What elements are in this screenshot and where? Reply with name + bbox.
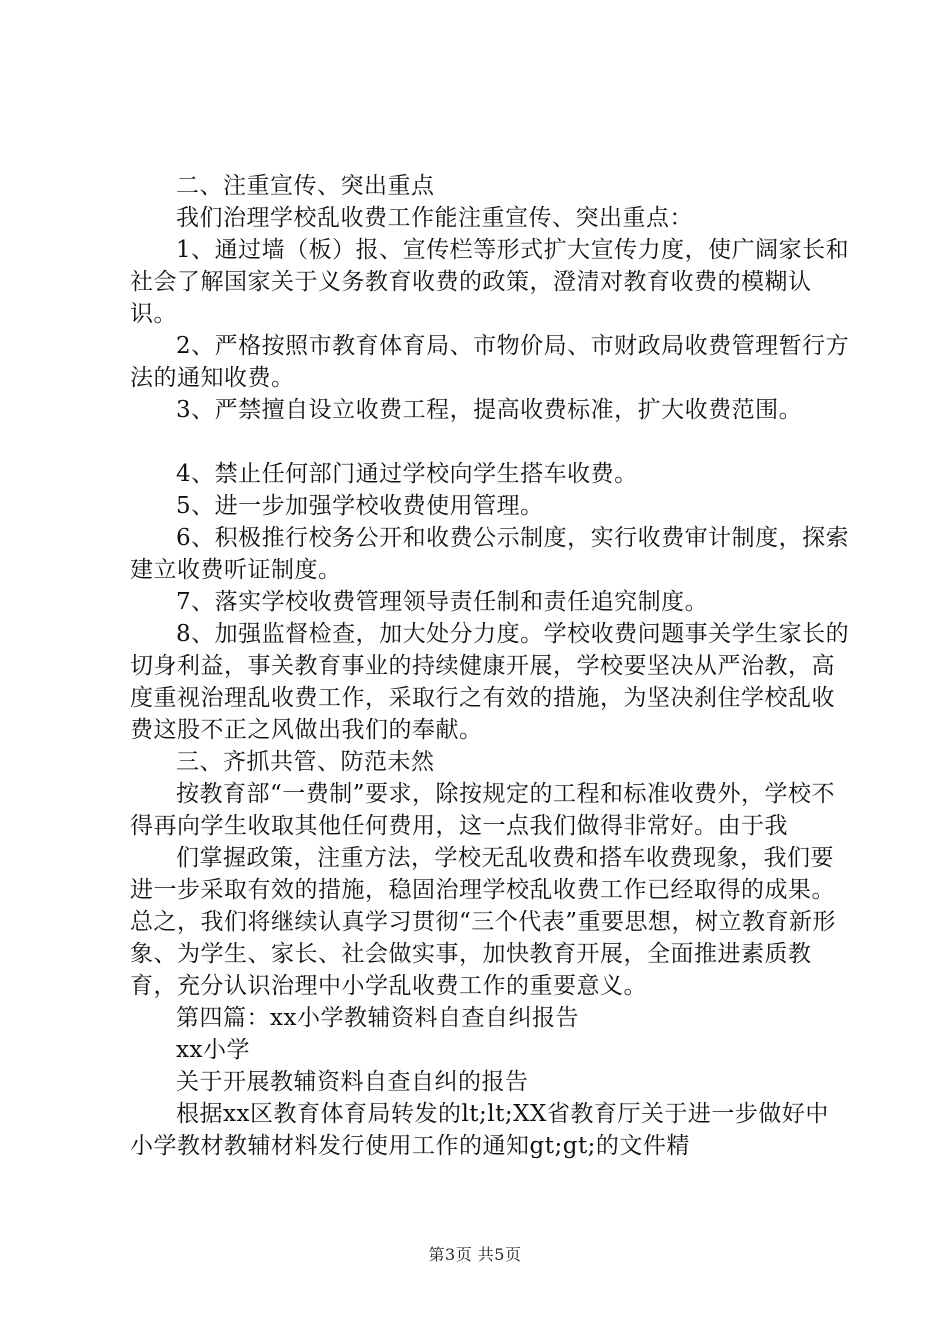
paragraph-conclusion: 们掌握政策，注重方法，学校无乱收费和搭车收费现象，我们要进一步采取有效的措施，稳固治理学校乱收费工作已经取得的成果。总之，我们将继续认真学习贯彻“三个代表”重要思想，树立教育新形象、为学生、家长、社会做实事，加快教育开展，全面推进素质教育，充分认识治理中小学乱收费工作的重要意义。 [130,845,837,999]
chapter-title-4: 第四篇：xx小学教辅资料自查自纠报告 [176,1005,579,1031]
report-paragraph-1: 根据xx区教育体育局转发的lt;lt;XX省教育厅关于进一步做好中小学教材教辅材料发行使用工作的通知gt;gt;的文件精 [130,1101,829,1159]
paragraph-fee-policy: 按教育部“一费制”要求，除按规定的工程和标准收费外，学校不得再向学生收取其他任何费用，这一点我们做得非常好。由于我 [130,781,836,839]
list-item-3: 3、严禁擅自设立收费工程，提高收费标准，扩大收费范围。 [176,397,803,423]
blank-line [130,426,850,458]
page-footer: 第3页 共5页 [428,1245,522,1264]
section-heading-2: 二、注重宣传、突出重点 [176,173,435,199]
school-name: xx小学 [176,1037,250,1063]
section-heading-3: 三、齐抓共管、防范未然 [176,749,435,775]
list-item-8: 8、加强监督检查，加大处分力度。学校收费问题事关学生家长的切身利益，事关教育事业的持续健康开展，学校要坚决从严治教，高度重视治理乱收费工作，采取行之有效的措施，为坚决刹住学校乱收费这股不正之风做出我们的奉献。 [130,621,850,743]
report-title: 关于开展教辅资料自查自纠的报告 [176,1069,529,1095]
list-item-5: 5、进一步加强学校收费使用管理。 [176,493,544,519]
list-item-1: 1、通过墙（板）报、宣传栏等形式扩大宣传力度，使广阔家长和社会了解国家关于义务教育收费的政策，澄清对教育收费的模糊认识。 [130,237,850,327]
list-item-4: 4、禁止任何部门通过学校向学生搭车收费。 [176,461,638,487]
list-item-6: 6、积极推行校务公开和收费公示制度，实行收费审计制度，探索建立收费听证制度。 [130,525,850,583]
paragraph-intro: 我们治理学校乱收费工作能注重宣传、突出重点： [176,205,693,231]
document-body [130,170,850,1162]
list-item-2: 2、严格按照市教育体育局、市物价局、市财政局收费管理暂行方法的通知收费。 [130,333,850,391]
list-item-7: 7、落实学校收费管理领导责任制和责任追究制度。 [176,589,709,615]
